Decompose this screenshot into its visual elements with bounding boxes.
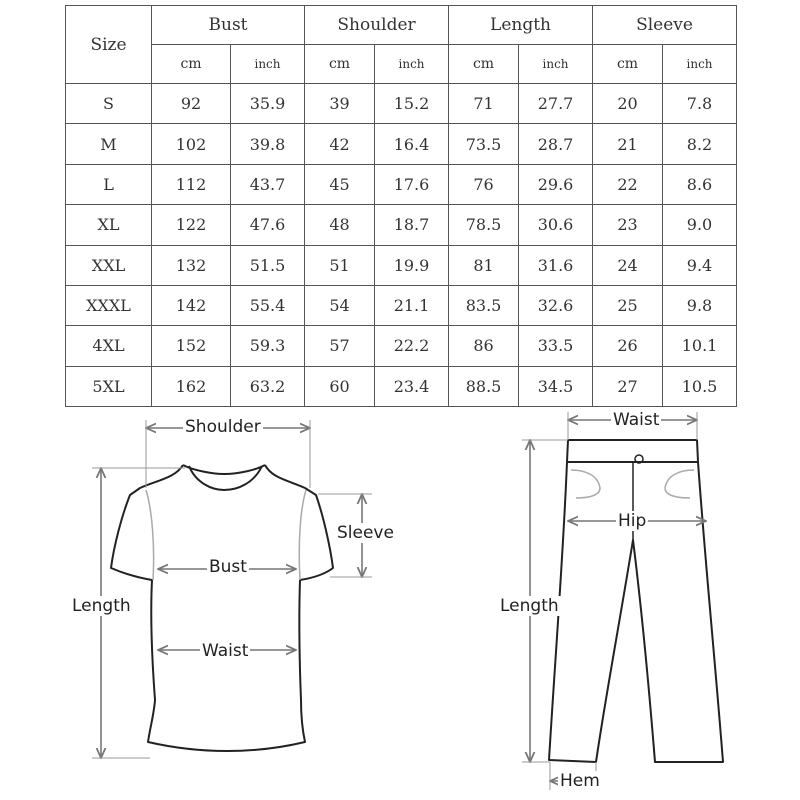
value-cell: 9.8: [663, 285, 737, 325]
value-cell: 43.7: [231, 164, 305, 204]
unit-header: inch: [663, 45, 737, 84]
shoulder-label: Shoulder: [185, 417, 261, 437]
value-cell: 15.2: [375, 84, 449, 124]
value-cell: 17.6: [375, 164, 449, 204]
value-cell: 57: [305, 326, 375, 366]
unit-header: cm: [593, 45, 663, 84]
value-cell: 33.5: [519, 326, 593, 366]
value-cell: 142: [152, 285, 231, 325]
value-cell: 51: [305, 245, 375, 285]
value-cell: 102: [152, 124, 231, 164]
unit-header: inch: [231, 45, 305, 84]
value-cell: 27.7: [519, 84, 593, 124]
value-cell: 8.2: [663, 124, 737, 164]
hip-label: Hip: [618, 511, 647, 531]
value-cell: 21.1: [375, 285, 449, 325]
value-cell: 23: [593, 205, 663, 245]
value-cell: 23.4: [375, 366, 449, 406]
value-cell: 9.4: [663, 245, 737, 285]
value-cell: 19.9: [375, 245, 449, 285]
unit-header: cm: [305, 45, 375, 84]
value-cell: 47.6: [231, 205, 305, 245]
value-cell: 22: [593, 164, 663, 204]
value-cell: 39.8: [231, 124, 305, 164]
value-cell: 88.5: [449, 366, 519, 406]
tshirt-outline: [111, 465, 333, 751]
size-cell: XL: [66, 205, 152, 245]
value-cell: 152: [152, 326, 231, 366]
size-cell: 4XL: [66, 326, 152, 366]
value-cell: 10.1: [663, 326, 737, 366]
value-cell: 34.5: [519, 366, 593, 406]
value-cell: 29.6: [519, 164, 593, 204]
value-cell: 48: [305, 205, 375, 245]
group-header-bust: Bust: [152, 6, 305, 45]
value-cell: 42: [305, 124, 375, 164]
value-cell: 60: [305, 366, 375, 406]
value-cell: 31.6: [519, 245, 593, 285]
value-cell: 83.5: [449, 285, 519, 325]
pants-outline: [549, 440, 723, 762]
value-cell: 18.7: [375, 205, 449, 245]
value-cell: 30.6: [519, 205, 593, 245]
value-cell: 73.5: [449, 124, 519, 164]
size-cell: L: [66, 164, 152, 204]
value-cell: 28.7: [519, 124, 593, 164]
value-cell: 78.5: [449, 205, 519, 245]
value-cell: 25: [593, 285, 663, 325]
unit-header: cm: [152, 45, 231, 84]
size-cell: XXL: [66, 245, 152, 285]
value-cell: 59.3: [231, 326, 305, 366]
group-header-shoulder: Shoulder: [305, 6, 449, 45]
value-cell: 24: [593, 245, 663, 285]
value-cell: 71: [449, 84, 519, 124]
group-header-length: Length: [449, 6, 593, 45]
value-cell: 112: [152, 164, 231, 204]
value-cell: 54: [305, 285, 375, 325]
value-cell: 63.2: [231, 366, 305, 406]
value-cell: 26: [593, 326, 663, 366]
value-cell: 39: [305, 84, 375, 124]
value-cell: 20: [593, 84, 663, 124]
value-cell: 27: [593, 366, 663, 406]
unit-header: cm: [449, 45, 519, 84]
size-cell: S: [66, 84, 152, 124]
waist-label: Waist: [202, 641, 249, 661]
value-cell: 51.5: [231, 245, 305, 285]
size-cell: XXXL: [66, 285, 152, 325]
value-cell: 81: [449, 245, 519, 285]
length-label: Length: [72, 596, 131, 616]
size-cell: 5XL: [66, 366, 152, 406]
value-cell: 122: [152, 205, 231, 245]
group-header-sleeve: Sleeve: [593, 6, 737, 45]
value-cell: 92: [152, 84, 231, 124]
value-cell: 45: [305, 164, 375, 204]
unit-header: inch: [519, 45, 593, 84]
bust-label: Bust: [209, 557, 247, 577]
value-cell: 8.6: [663, 164, 737, 204]
value-cell: 76: [449, 164, 519, 204]
value-cell: 35.9: [231, 84, 305, 124]
tshirt-measure-lines: [92, 420, 372, 758]
value-cell: 22.2: [375, 326, 449, 366]
sleeve-label: Sleeve: [337, 523, 394, 543]
value-cell: 32.6: [519, 285, 593, 325]
size-cell: M: [66, 124, 152, 164]
pants-waist-label: Waist: [613, 410, 660, 430]
value-cell: 7.8: [663, 84, 737, 124]
pants-length-label: Length: [500, 596, 559, 616]
hem-label: Hem: [560, 771, 600, 791]
value-cell: 10.5: [663, 366, 737, 406]
value-cell: 55.4: [231, 285, 305, 325]
value-cell: 162: [152, 366, 231, 406]
value-cell: 16.4: [375, 124, 449, 164]
value-cell: 9.0: [663, 205, 737, 245]
value-cell: 86: [449, 326, 519, 366]
unit-header: inch: [375, 45, 449, 84]
value-cell: 132: [152, 245, 231, 285]
size-header: Size: [66, 6, 152, 84]
value-cell: 21: [593, 124, 663, 164]
